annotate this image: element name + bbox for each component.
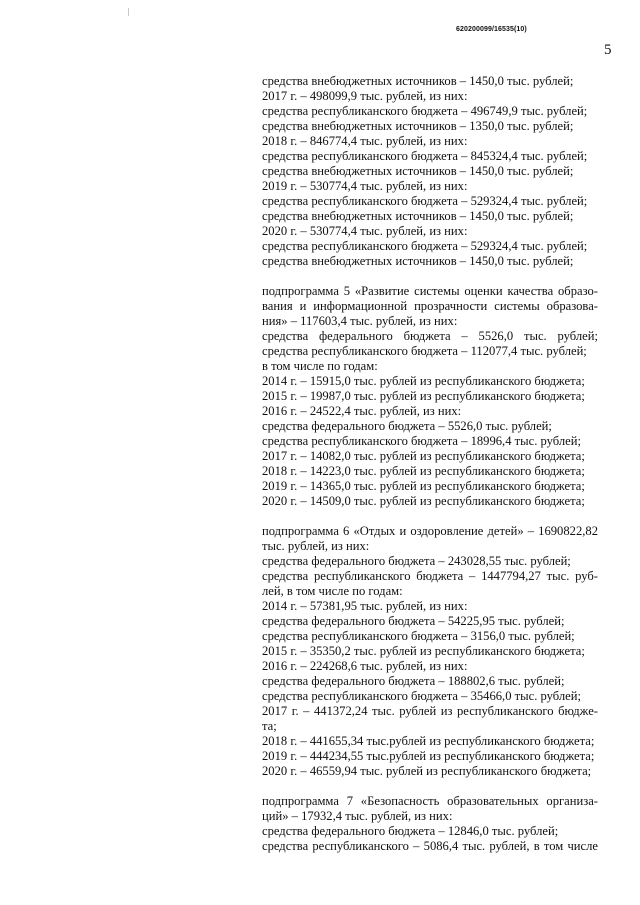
document-code: 620200099/16535(10) bbox=[456, 26, 527, 33]
text-line: 2015 г. – 19987,0 тыс. рублей из республиканского бюджета; bbox=[262, 389, 585, 403]
text-line: 2019 г. – 444234,55 тыс.рублей из республиканского бюджета; bbox=[262, 749, 595, 763]
text-line: 2018 г. – 14223,0 тыс. рублей из республиканского бюджета; bbox=[262, 464, 585, 478]
text-line: средства республиканского – 5086,4 тыс. рублей, в том числе bbox=[262, 839, 598, 853]
text-line: средства республиканского бюджета – 845324,4 тыс. рублей; bbox=[262, 149, 588, 163]
page-number: 5 bbox=[604, 42, 612, 58]
text-line: 2016 г. – 224268,6 тыс. рублей, из них: bbox=[262, 659, 468, 673]
text-line: 2016 г. – 24522,4 тыс. рублей, из них: bbox=[262, 404, 462, 418]
text-line: в том числе по годам: bbox=[262, 359, 378, 373]
text-line: лей, в том числе по годам: bbox=[262, 584, 403, 598]
text-line: 2019 г. – 530774,4 тыс. рублей, из них: bbox=[262, 179, 468, 193]
text-line: 2018 г. – 441655,34 тыс.рублей из республиканского бюджета; bbox=[262, 734, 595, 748]
text-line: 2019 г. – 14365,0 тыс. рублей из республиканского бюджета; bbox=[262, 479, 585, 493]
text-line: средства федерального бюджета – 5526,0 тыс. рублей; bbox=[262, 329, 598, 343]
text-line: вания и информационной прозрачности системы образова- bbox=[262, 299, 598, 313]
paragraph-gap bbox=[262, 509, 598, 524]
text-line: средства федерального бюджета – 243028,55 тыс. рублей; bbox=[262, 554, 571, 568]
text-line: 2017 г. – 498099,9 тыс. рублей, из них: bbox=[262, 89, 468, 103]
text-line: средства внебюджетных источников – 1450,0 тыс. рублей; bbox=[262, 164, 574, 178]
text-line: средства федерального бюджета – 188802,6 тыс. рублей; bbox=[262, 674, 565, 688]
text-line: средства республиканского бюджета – 18996,4 тыс. рублей; bbox=[262, 434, 581, 448]
text-line: подпрограмма 6 «Отдых и оздоровление детей» – 1690822,82 bbox=[262, 524, 598, 538]
text-line: средства внебюджетных источников – 1350,0 тыс. рублей; bbox=[262, 119, 574, 133]
text-line: средства республиканского бюджета – 35466,0 тыс. рублей; bbox=[262, 689, 581, 703]
text-line: 2017 г. – 14082,0 тыс. рублей из республиканского бюджета; bbox=[262, 449, 585, 463]
document-body bbox=[262, 74, 598, 854]
text-line: 2017 г. – 441372,24 тыс. рублей из республиканского бюдже- bbox=[262, 704, 598, 718]
text-line: ния» – 117603,4 тыс. рублей, из них: bbox=[262, 314, 458, 328]
paragraph-gap bbox=[262, 779, 598, 794]
text-line: средства республиканского бюджета – 529324,4 тыс. рублей; bbox=[262, 239, 588, 253]
text-line: та; bbox=[262, 719, 277, 733]
text-line: 2018 г. – 846774,4 тыс. рублей, из них: bbox=[262, 134, 468, 148]
text-line: ций» – 17932,4 тыс. рублей, из них: bbox=[262, 809, 453, 823]
text-line: средства республиканского бюджета – 529324,4 тыс. рублей; bbox=[262, 194, 588, 208]
text-line: средства республиканского бюджета – 3156,0 тыс. рублей; bbox=[262, 629, 575, 643]
text-line: средства внебюджетных источников – 1450,0 тыс. рублей; bbox=[262, 209, 574, 223]
text-line: средства внебюджетных источников – 1450,0 тыс. рублей; bbox=[262, 74, 574, 88]
text-line: подпрограмма 7 «Безопасность образовательных организа- bbox=[262, 794, 598, 808]
text-line: 2020 г. – 46559,94 тыс. рублей из республиканского бюджета; bbox=[262, 764, 592, 778]
text-line: средства федерального бюджета – 12846,0 тыс. рублей; bbox=[262, 824, 559, 838]
paragraph-gap bbox=[262, 269, 598, 284]
text-line: 2014 г. – 15915,0 тыс. рублей из республиканского бюджета; bbox=[262, 374, 585, 388]
text-line: средства республиканского бюджета – 496749,9 тыс. рублей; bbox=[262, 104, 588, 118]
text-line: 2020 г. – 530774,4 тыс. рублей, из них: bbox=[262, 224, 468, 238]
text-line: тыс. рублей, из них: bbox=[262, 539, 370, 553]
text-line: подпрограмма 5 «Развитие системы оценки качества образо- bbox=[262, 284, 598, 298]
text-line: 2014 г. – 57381,95 тыс. рублей, из них: bbox=[262, 599, 468, 613]
text-line: средства республиканского бюджета – 112077,4 тыс. рублей; bbox=[262, 344, 587, 358]
text-line: средства федерального бюджета – 5526,0 тыс. рублей; bbox=[262, 419, 552, 433]
scan-mark bbox=[128, 8, 129, 16]
text-line: средства федерального бюджета – 54225,95 тыс. рублей; bbox=[262, 614, 565, 628]
text-line: 2020 г. – 14509,0 тыс. рублей из республиканского бюджета; bbox=[262, 494, 585, 508]
text-line: средства республиканского бюджета – 1447794,27 тыс. руб- bbox=[262, 569, 598, 583]
text-line: средства внебюджетных источников – 1450,0 тыс. рублей; bbox=[262, 254, 574, 268]
text-line: 2015 г. – 35350,2 тыс. рублей из республиканского бюджета; bbox=[262, 644, 585, 658]
